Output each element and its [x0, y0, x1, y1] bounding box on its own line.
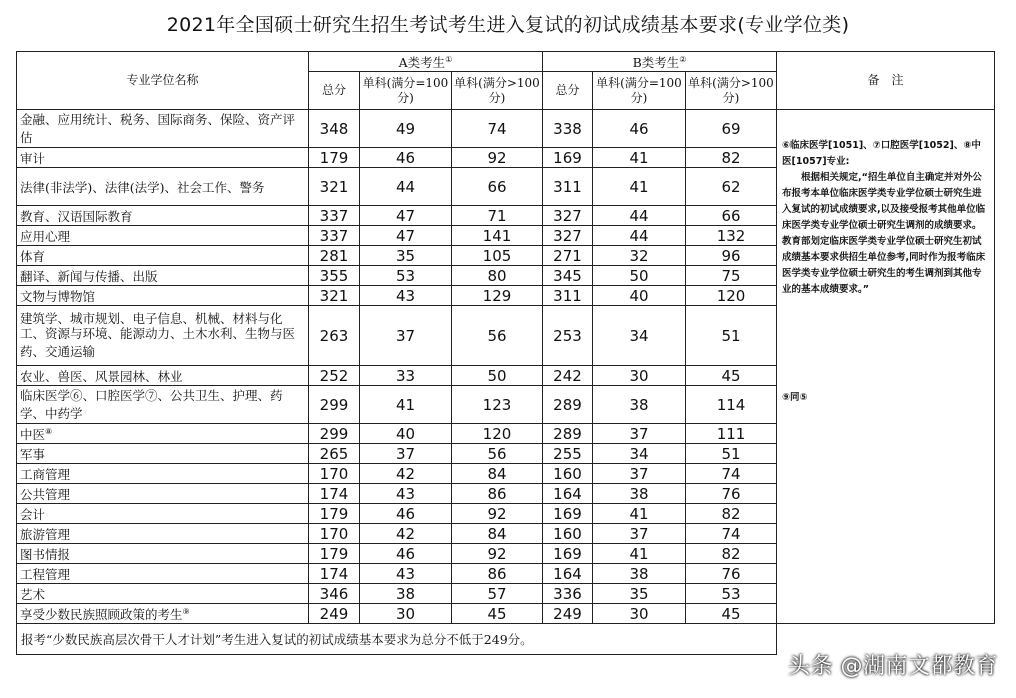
- a-s100-cell: 46: [360, 148, 452, 168]
- a-total-cell: 321: [309, 168, 360, 206]
- a-s100-cell: 43: [360, 484, 452, 504]
- a-s100-cell: 43: [360, 286, 452, 306]
- major-name: 中医: [20, 427, 46, 443]
- a-s100-cell: 42: [360, 524, 452, 544]
- major-name-cell: [17, 564, 309, 584]
- b-total-cell: 336: [543, 584, 593, 604]
- b-total-cell: 327: [543, 226, 593, 246]
- b-s-over-cell: 82: [686, 148, 777, 168]
- b-total-cell: 242: [543, 366, 593, 386]
- b-total-cell: 311: [543, 286, 593, 306]
- b-s-over-cell: 111: [686, 424, 777, 444]
- b-total-cell: 169: [543, 504, 593, 524]
- group-a-header: [309, 52, 543, 72]
- b-s100-cell: 32: [593, 246, 686, 266]
- b-s100-cell: 35: [593, 584, 686, 604]
- b-s100-cell: 37: [593, 464, 686, 484]
- b-total-cell: 345: [543, 266, 593, 286]
- group-b-mark: ②: [679, 54, 687, 64]
- a-s-over-cell: 50: [452, 366, 543, 386]
- major-name: 教育、汉语国际教育: [20, 209, 133, 225]
- major-name-cell: [17, 206, 309, 226]
- major-name: 农业、兽医、风景园林、林业: [20, 369, 183, 385]
- major-name-cell: [17, 524, 309, 544]
- major-name: 法律(非法学)、法律(法学)、社会工作、警务: [20, 180, 265, 196]
- a-total-cell: 348: [309, 110, 360, 148]
- a-s-over-cell: 66: [452, 168, 543, 206]
- group-b-header: [543, 52, 777, 72]
- b-total-cell: 164: [543, 564, 593, 584]
- footnote-mark: ⑨: [182, 607, 190, 617]
- b-s100-cell: 50: [593, 266, 686, 286]
- major-name: 艺术: [20, 587, 46, 603]
- b-s-over-cell: 53: [686, 584, 777, 604]
- b-s100-cell: 37: [593, 424, 686, 444]
- b-s100-cell: 34: [593, 444, 686, 464]
- a-total-cell: 355: [309, 266, 360, 286]
- b-s-over-cell: 96: [686, 246, 777, 266]
- b-total-cell: 338: [543, 110, 593, 148]
- a-total-cell: 299: [309, 424, 360, 444]
- major-name: 临床医学⑥、口腔医学⑦、公共卫生、护理、药学、中药学: [20, 387, 283, 422]
- a-s-over-cell: 92: [452, 504, 543, 524]
- a-s100-cell: 38: [360, 584, 452, 604]
- a-s-over-cell: 74: [452, 110, 543, 148]
- a-s-over-cell: 57: [452, 584, 543, 604]
- b-s100-cell: 44: [593, 206, 686, 226]
- a-s100-cell: 41: [360, 386, 452, 424]
- b-s-over-cell: 66: [686, 206, 777, 226]
- a-s-over-cell: 56: [452, 306, 543, 366]
- a-total-cell: 337: [309, 206, 360, 226]
- b-s-over-cell: 45: [686, 604, 777, 624]
- b-total-cell: 253: [543, 306, 593, 366]
- a-s-over-cell: 92: [452, 148, 543, 168]
- major-name: 应用心理: [20, 229, 71, 245]
- b-s100-cell: 37: [593, 524, 686, 544]
- major-name: 建筑学、城市规划、电子信息、机械、材料与化工、资源与环境、能源动力、土木水利、生物与医药、交通运输: [20, 311, 296, 360]
- b-s100-cell: 38: [593, 484, 686, 504]
- b-s100-cell: 30: [593, 604, 686, 624]
- b-s-over-cell: 76: [686, 564, 777, 584]
- major-name-cell: [17, 544, 309, 564]
- a-s100-cell: 47: [360, 226, 452, 246]
- b-s-over-cell: 51: [686, 306, 777, 366]
- major-name: 金融、应用统计、税务、国际商务、保险、资产评估: [20, 111, 296, 146]
- a-s-over-cell: 45: [452, 604, 543, 624]
- a-s100-cell: 37: [360, 444, 452, 464]
- b-s-over-cell: 62: [686, 168, 777, 206]
- b-total-cell: 327: [543, 206, 593, 226]
- major-name: 文物与博物馆: [20, 289, 96, 305]
- b-total-header: 总分: [543, 72, 593, 110]
- a-s100-cell: 30: [360, 604, 452, 624]
- a-total-cell: 174: [309, 484, 360, 504]
- a-s100-cell: 53: [360, 266, 452, 286]
- a-total-cell: 321: [309, 286, 360, 306]
- b-total-cell: 271: [543, 246, 593, 266]
- a-s100-cell: 47: [360, 206, 452, 226]
- major-name-cell: [17, 504, 309, 524]
- major-name-cell: [17, 306, 309, 366]
- major-name-cell: [17, 246, 309, 266]
- b-single-over-header: 单科(满分>100分): [686, 72, 777, 110]
- b-s-over-cell: 74: [686, 524, 777, 544]
- b-s100-cell: 41: [593, 544, 686, 564]
- a-total-cell: 265: [309, 444, 360, 464]
- b-s100-cell: 38: [593, 564, 686, 584]
- b-total-cell: 160: [543, 464, 593, 484]
- major-name-cell: [17, 226, 309, 246]
- a-total-cell: 337: [309, 226, 360, 246]
- a-total-cell: 170: [309, 524, 360, 544]
- b-single-100-header: 单科(满分=100分): [593, 72, 686, 110]
- remark-note-2: 根据相关规定,“招生单位自主确定并对外公布报考本单位临床医学类专业学位硕士研究生进入复试的初试成绩要求,以及接受报考其他单位临床医学类专业学位硕士研究生调剂的成绩要求。教育部划定临床医学类专业学位硕士研究生初试成绩基本要求供招生单位参考,同时作为报考临床医学类专业学位硕士研究生的考生调剂到其他专业的基本成绩要求。”: [782, 172, 986, 295]
- b-s100-cell: 30: [593, 366, 686, 386]
- a-s100-cell: 37: [360, 306, 452, 366]
- b-s100-cell: 41: [593, 168, 686, 206]
- a-s-over-cell: 56: [452, 444, 543, 464]
- major-name-cell: [17, 386, 309, 424]
- a-s-over-cell: 86: [452, 564, 543, 584]
- a-total-cell: 179: [309, 504, 360, 524]
- major-name-cell: [17, 424, 309, 444]
- b-s-over-cell: 75: [686, 266, 777, 286]
- major-name-cell: [17, 286, 309, 306]
- a-s-over-cell: 141: [452, 226, 543, 246]
- b-s-over-cell: 51: [686, 444, 777, 464]
- b-total-cell: 249: [543, 604, 593, 624]
- major-name-cell: [17, 366, 309, 386]
- a-total-cell: 281: [309, 246, 360, 266]
- a-s-over-cell: 84: [452, 524, 543, 544]
- b-s-over-cell: 82: [686, 544, 777, 564]
- major-name: 旅游管理: [20, 527, 71, 543]
- b-s-over-cell: 82: [686, 504, 777, 524]
- page-title: 2021年全国硕士研究生招生考试考生进入复试的初试成绩基本要求(专业学位类): [166, 14, 850, 36]
- remarks-cell: [777, 110, 995, 624]
- major-name: 工程管理: [20, 567, 71, 583]
- major-name-cell: [17, 148, 309, 168]
- a-s-over-cell: 105: [452, 246, 543, 266]
- a-s-over-cell: 86: [452, 484, 543, 504]
- major-name: 体育: [20, 249, 46, 265]
- b-s100-cell: 41: [593, 148, 686, 168]
- footnote-mark: ⑧: [45, 427, 53, 437]
- major-name: 公共管理: [20, 487, 71, 503]
- b-s-over-cell: 132: [686, 226, 777, 246]
- major-name: 会计: [20, 507, 46, 523]
- major-name-cell: [17, 584, 309, 604]
- major-name-cell: [17, 484, 309, 504]
- a-total-cell: 252: [309, 366, 360, 386]
- major-name: 工商管理: [20, 467, 71, 483]
- remark-note-3: ⑨同⑤: [782, 392, 808, 403]
- a-total-cell: 170: [309, 464, 360, 484]
- watermark: 头条 @湖南文都教育: [788, 654, 998, 679]
- major-name-cell: [17, 266, 309, 286]
- a-single-100-header: 单科(满分=100分): [360, 72, 452, 110]
- a-s-over-cell: 120: [452, 424, 543, 444]
- a-s-over-cell: 123: [452, 386, 543, 424]
- a-s100-cell: 35: [360, 246, 452, 266]
- b-s100-cell: 46: [593, 110, 686, 148]
- b-total-cell: 164: [543, 484, 593, 504]
- b-total-cell: 311: [543, 168, 593, 206]
- a-total-cell: 174: [309, 564, 360, 584]
- major-name-cell: [17, 464, 309, 484]
- group-a-label: A类考生: [398, 55, 446, 71]
- group-a-mark: ①: [445, 54, 453, 64]
- a-s100-cell: 44: [360, 168, 452, 206]
- a-s100-cell: 46: [360, 504, 452, 524]
- b-s-over-cell: 69: [686, 110, 777, 148]
- a-total-cell: 346: [309, 584, 360, 604]
- b-s100-cell: 40: [593, 286, 686, 306]
- major-name-cell: [17, 110, 309, 148]
- table-row: [17, 110, 995, 148]
- major-name: 享受少数民族照顾政策的考生: [20, 607, 183, 623]
- b-total-cell: 289: [543, 424, 593, 444]
- group-b-label: B类考生: [632, 55, 680, 71]
- a-total-cell: 179: [309, 544, 360, 564]
- a-total-cell: 249: [309, 604, 360, 624]
- major-name: 审计: [20, 151, 46, 167]
- a-single-over-header: 单科(满分>100分): [452, 72, 543, 110]
- remarks-column-header: 备 注: [777, 52, 995, 110]
- major-name: 翻译、新闻与传播、出版: [20, 269, 158, 285]
- a-s100-cell: 49: [360, 110, 452, 148]
- a-s-over-cell: 71: [452, 206, 543, 226]
- a-s100-cell: 43: [360, 564, 452, 584]
- b-total-cell: 169: [543, 544, 593, 564]
- a-s-over-cell: 92: [452, 544, 543, 564]
- b-s-over-cell: 76: [686, 484, 777, 504]
- a-s-over-cell: 129: [452, 286, 543, 306]
- a-total-cell: 263: [309, 306, 360, 366]
- b-s-over-cell: 120: [686, 286, 777, 306]
- b-s100-cell: 44: [593, 226, 686, 246]
- a-s100-cell: 42: [360, 464, 452, 484]
- major-column-header: 专业学位名称: [17, 52, 309, 110]
- a-s-over-cell: 84: [452, 464, 543, 484]
- major-name-cell: [17, 168, 309, 206]
- b-s-over-cell: 114: [686, 386, 777, 424]
- a-s100-cell: 33: [360, 366, 452, 386]
- b-total-cell: 289: [543, 386, 593, 424]
- remark-note-1: ⑥临床医学[1051]、⑦口腔医学[1052]、⑧中医[1057]专业:: [782, 140, 981, 167]
- major-name-cell: [17, 444, 309, 464]
- score-requirements-table: [16, 51, 995, 655]
- b-total-cell: 255: [543, 444, 593, 464]
- b-s100-cell: 41: [593, 504, 686, 524]
- major-name: 军事: [20, 447, 46, 463]
- b-total-cell: 169: [543, 148, 593, 168]
- a-total-header: 总分: [309, 72, 360, 110]
- b-s100-cell: 38: [593, 386, 686, 424]
- b-s-over-cell: 74: [686, 464, 777, 484]
- a-total-cell: 299: [309, 386, 360, 424]
- b-s100-cell: 34: [593, 306, 686, 366]
- b-s-over-cell: 45: [686, 366, 777, 386]
- footer-note: 报考“少数民族高层次骨干人才计划”考生进入复试的初试成绩基本要求为总分不低于249分。: [17, 624, 777, 655]
- a-s-over-cell: 80: [452, 266, 543, 286]
- a-s100-cell: 40: [360, 424, 452, 444]
- major-name: 图书情报: [20, 547, 71, 563]
- major-name-cell: [17, 604, 309, 624]
- a-s100-cell: 46: [360, 544, 452, 564]
- b-total-cell: 160: [543, 524, 593, 544]
- a-total-cell: 179: [309, 148, 360, 168]
